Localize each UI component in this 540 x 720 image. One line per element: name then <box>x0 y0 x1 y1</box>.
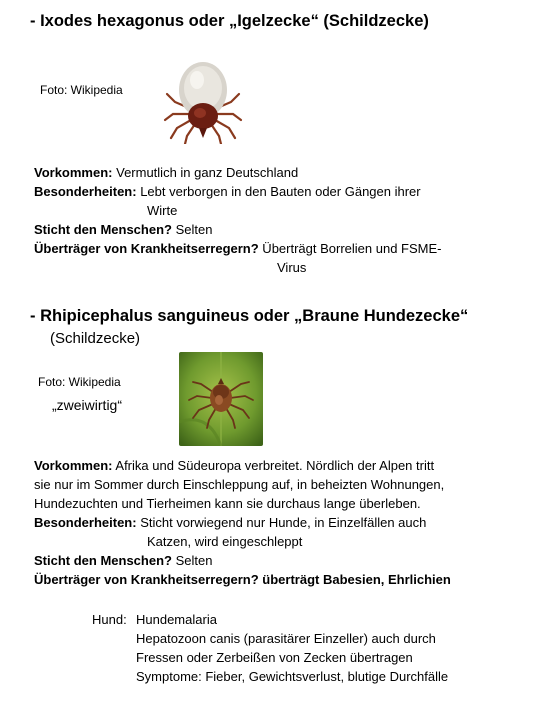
section2-sticht <box>34 552 212 570</box>
vorkommen-text: Vermutlich in ganz Deutschland <box>112 165 299 180</box>
igelzecke-photo <box>161 52 245 144</box>
hund-line-2: Hepatozoon canis (parasitärer Einzeller) auch durch <box>136 631 436 646</box>
uebertraeger-label: Überträger von Krankheitserregern? <box>34 241 259 256</box>
uebertraeger-label: Überträger von Krankheitserregern? <box>34 572 259 587</box>
sticht-label: Sticht den Menschen? <box>34 222 172 237</box>
tick-photo-icon <box>161 52 245 144</box>
brown-tick-on-leaf-photo-icon <box>179 352 263 446</box>
besonderheiten-text: Lebt verborgen in den Bauten oder Gängen ihrer <box>136 184 421 199</box>
section2-vorkommen-cont-2: Hundezuchten und Tierheimen kann sie durchaus lange überleben. <box>34 496 421 511</box>
besonderheiten-label: Besonderheiten: <box>34 184 137 199</box>
vorkommen-label: Vorkommen: <box>34 165 113 180</box>
section1-sticht <box>34 221 212 239</box>
hund-label: Hund: <box>92 612 127 627</box>
sticht-label: Sticht den Menschen? <box>34 553 172 568</box>
vorkommen-label: Vorkommen: <box>34 458 113 473</box>
uebertraeger-text: überträgt Babesien, Ehrlichien <box>258 572 451 587</box>
sticht-text: Selten <box>171 553 213 568</box>
section2-heading-sub: (Schildzecke) <box>50 330 141 347</box>
section1-photo-caption: Foto: Wikipedia <box>40 83 123 97</box>
section2-note: „zweiwirtig“ <box>52 397 122 413</box>
section2-besonderheiten <box>34 514 426 532</box>
vorkommen-text: Afrika und Südeuropa verbreitet. Nördlich der Alpen tritt <box>112 458 435 473</box>
section2-vorkommen-cont-1: sie nur im Sommer durch Einschleppung auf, in beheizten Wohnungen, <box>34 477 445 492</box>
uebertraeger-text: Überträgt Borrelien und FSME- <box>258 241 442 256</box>
hund-line-3: Fressen oder Zerbeißen von Zecken übertragen <box>136 650 413 665</box>
besonderheiten-text: Sticht vorwiegend nur Hunde, in Einzelfällen auch <box>136 515 427 530</box>
hundezecke-photo <box>179 352 263 446</box>
hund-line-4: Symptome: Fieber, Gewichtsverlust, blutige Durchfälle <box>136 669 449 684</box>
section1-besonderheiten <box>34 183 421 201</box>
section2-photo-caption: Foto: Wikipedia <box>38 375 121 389</box>
section1-uebertraeger <box>34 240 441 258</box>
section1-uebertraeger-cont: Virus <box>277 260 307 275</box>
hund-line-1: Hundemalaria <box>136 612 217 627</box>
section1-besonderheiten-cont: Wirte <box>147 203 178 218</box>
section2-vorkommen <box>34 457 434 475</box>
sticht-text: Selten <box>171 222 213 237</box>
besonderheiten-label: Besonderheiten: <box>34 515 137 530</box>
section2-uebertraeger <box>34 571 451 589</box>
section1-heading: - Ixodes hexagonus oder „Igelzecke“ (Schildzecke) <box>30 12 429 30</box>
section2-heading: - Rhipicephalus sanguineus oder „Braune Hundezecke“ <box>30 307 469 325</box>
section2-besonderheiten-cont: Katzen, wird eingeschleppt <box>147 534 303 549</box>
section1-vorkommen <box>34 164 298 182</box>
